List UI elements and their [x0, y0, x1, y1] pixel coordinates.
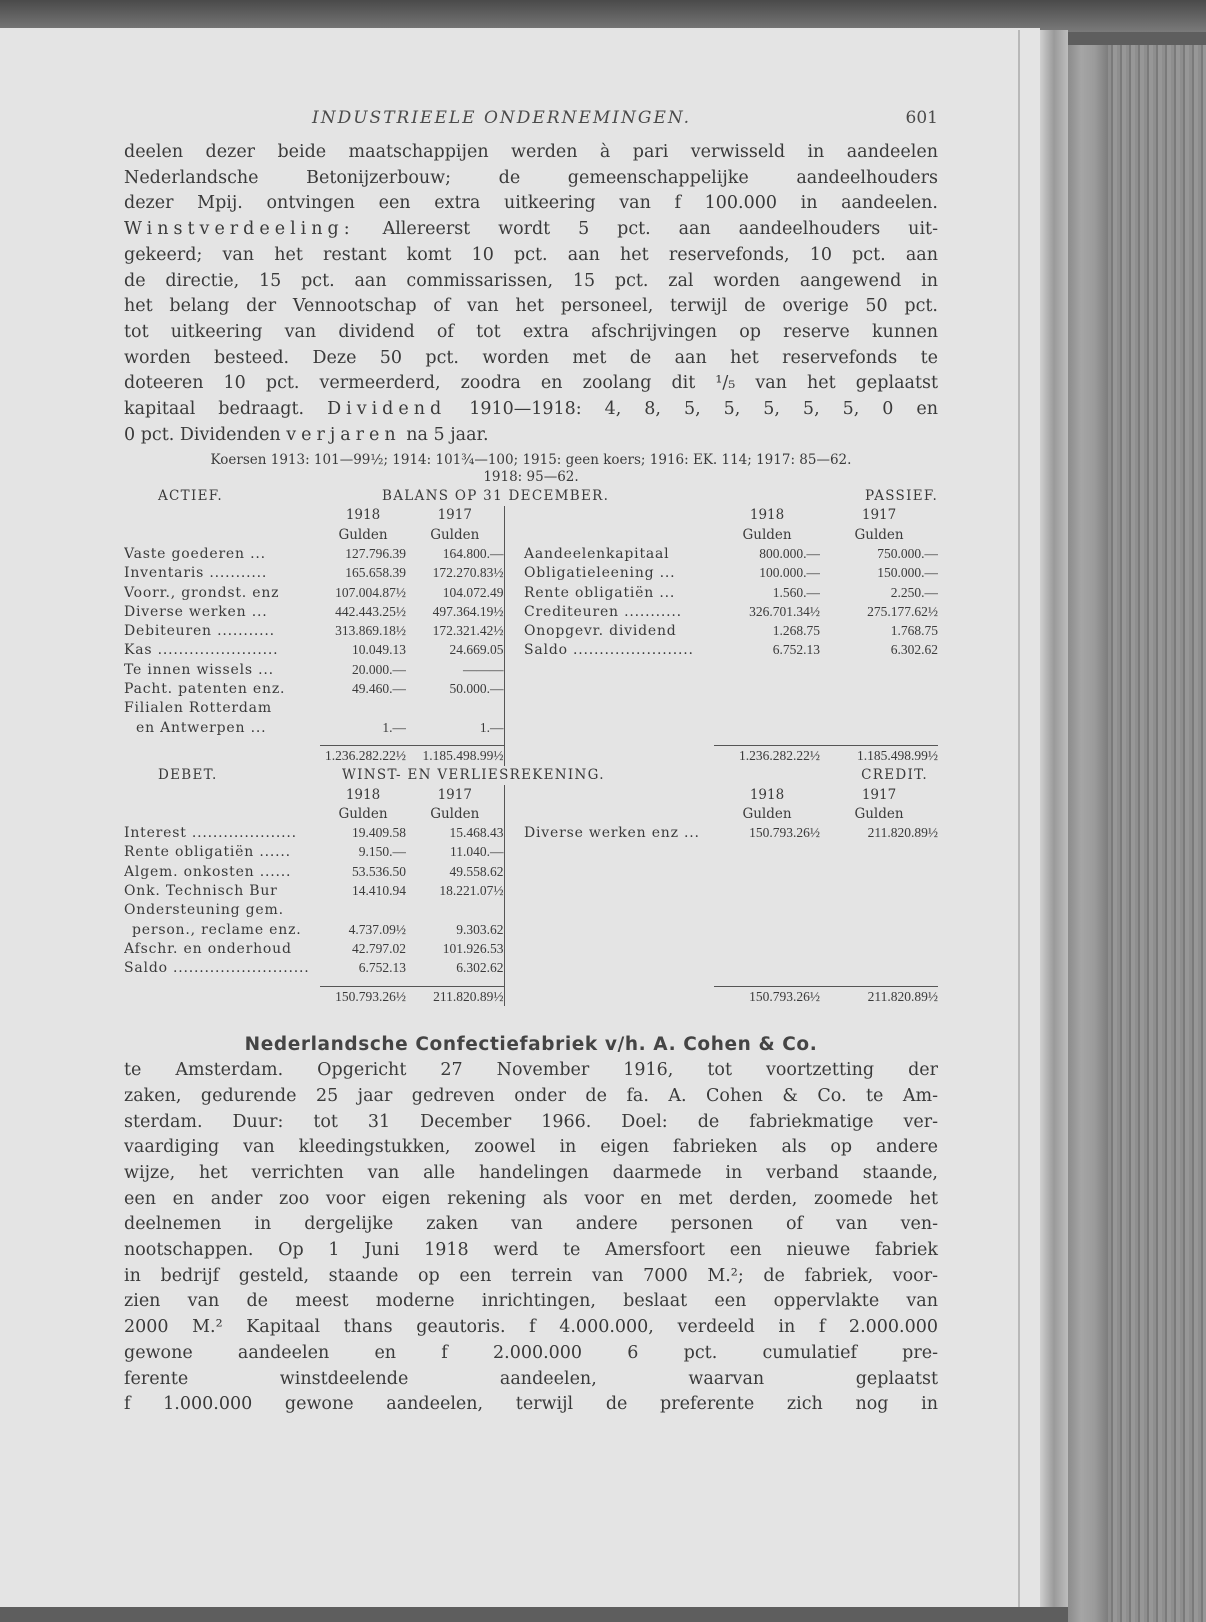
amount-cell: 1.560.— — [772, 584, 821, 600]
table-cell — [504, 881, 520, 900]
total-actief-1917: 1.185.498.99½ — [422, 747, 504, 763]
label-cell: Aandeelenkapitaal — [524, 545, 670, 562]
table-row — [124, 823, 938, 842]
total-passief-1918: 1.236.282.22½ — [739, 747, 821, 763]
amount-cell: 50.000.— — [449, 681, 504, 697]
spaced-keyword: Dividend — [327, 399, 447, 420]
paragraph-line: 0 pct. Dividenden verjaren na 5 jaar. — [124, 424, 489, 445]
table-cell — [124, 986, 320, 1006]
amount-cell: 172.270.83½ — [432, 565, 504, 581]
label-cell: Obligatieleening ... — [524, 565, 676, 582]
table-row — [124, 679, 938, 698]
table-cell — [520, 785, 714, 804]
amount-cell: 49.460.— — [352, 681, 406, 697]
label-cell: Onopgevr. dividend — [524, 623, 677, 640]
running-head — [124, 108, 938, 140]
page-content — [124, 108, 938, 1418]
table-row — [124, 843, 938, 862]
table-cell — [714, 766, 820, 785]
amount-cell — [406, 699, 504, 718]
table-cell — [714, 881, 820, 900]
amount-cell: 150.793.26½ — [749, 825, 821, 841]
table-cell — [520, 862, 714, 881]
table-cell — [520, 804, 714, 823]
paragraph-line: f 1.000.000 gewone aandeelen, terwijl de preferente zich nog in — [124, 1394, 938, 1415]
paragraph-line: ferente winstdeelende aandeelen, waarvan geplaatst — [124, 1368, 938, 1389]
table-cell — [520, 920, 714, 939]
amount-cell: 11.040.— — [450, 844, 504, 860]
paragraph-line: gewone aandeelen en f 2.000.000 6 pct. cumulatief pre- — [124, 1342, 938, 1363]
table-cell — [520, 978, 714, 987]
table-cell: 1918 — [749, 507, 785, 524]
table-cell — [520, 506, 714, 525]
label-cell: Rente obligatiën ... — [524, 584, 676, 601]
amount-cell: 15.468.43 — [449, 825, 504, 841]
table-cell: 1918 — [749, 786, 785, 803]
table-cell — [714, 699, 820, 718]
paragraph-line: Winstverdeeling: Allereerst wordt 5 pct. aan aandeelhouders uit- — [124, 219, 938, 240]
table-row — [124, 699, 938, 718]
book-fore-edge — [1108, 45, 1206, 1622]
amount-cell: 9.303.62 — [456, 921, 504, 937]
table-cell — [714, 959, 820, 978]
amount-cell: 164.800.— — [442, 545, 504, 561]
amount-cell: 497.364.19½ — [432, 603, 504, 619]
paragraph-line: dezer Mpij. ontvingen een extra uitkeering van f 100.000 in aandeelen. — [124, 193, 938, 214]
label-cell: person., reclame enz. — [132, 921, 302, 938]
table-cell — [124, 506, 320, 525]
amount-cell: 100.000.— — [759, 565, 821, 581]
table-cell — [714, 660, 820, 679]
table-cell — [520, 843, 714, 862]
spaced-keyword: verjaren — [286, 424, 401, 445]
table-row — [124, 544, 938, 563]
amount-cell: 18.221.07½ — [439, 883, 504, 899]
amount-cell: 4.737.09½ — [348, 921, 406, 937]
amount-cell: 1.— — [382, 719, 406, 735]
paragraph-line: zaken, gedurende 25 jaar gedreven onder de fa. A. Cohen & Co. te Am- — [124, 1085, 938, 1106]
table-cell — [520, 901, 714, 920]
section-text-2 — [124, 1058, 938, 1418]
table-row — [124, 939, 938, 958]
table-cell — [504, 959, 520, 978]
table-row — [124, 641, 938, 660]
running-head-title: INDUSTRIEELE ONDERNEMINGEN. — [312, 108, 692, 128]
paragraph-line: vaardiging van kleedingstukken, zoowel in eigen fabrieken als op andere — [124, 1137, 938, 1158]
amount-cell: 24.669.05 — [449, 642, 504, 658]
amount-cell: 172.321.42½ — [432, 623, 504, 639]
table-cell: Gulden — [430, 805, 480, 822]
table-cell: Gulden — [338, 526, 388, 543]
table-cell — [820, 737, 938, 746]
table-cell: 1917 — [437, 786, 472, 803]
table-cell: Gulden — [854, 526, 904, 543]
table-cell — [504, 660, 520, 679]
amount-cell: 6.302.62 — [456, 960, 504, 976]
amount-cell: 750.000.— — [877, 545, 939, 561]
table-cell — [520, 746, 714, 766]
table-cell — [520, 737, 714, 746]
table-cell — [504, 920, 520, 939]
table-cell — [714, 718, 820, 737]
amount-cell: 275.177.62½ — [867, 603, 939, 619]
paragraph-line: tot uitkeering van dividend of tot extra afschrijvingen op reserve kunnen — [124, 321, 938, 342]
table-cell — [820, 718, 938, 737]
actief-heading: ACTIEF. — [158, 488, 223, 505]
table-cell — [124, 804, 320, 823]
table-cell — [124, 785, 320, 804]
table-row — [124, 602, 938, 621]
amount-cell — [320, 699, 406, 718]
table-cell — [320, 978, 406, 987]
paragraph-line: deelnemen in dergelijke zaken van andere personen of van ven- — [124, 1214, 938, 1235]
table-cell — [520, 525, 714, 544]
label-cell: Te innen wissels ... — [124, 661, 274, 678]
table-cell: Gulden — [430, 526, 480, 543]
table-row — [124, 583, 938, 602]
paragraph-line: sterdam. Duur: tot 31 December 1966. Doel: de fabriekmatige ver- — [124, 1111, 938, 1132]
table-cell — [504, 602, 520, 621]
amount-cell: 19.409.58 — [352, 825, 406, 841]
paragraph-line: het belang der Vennootschap of van het personeel, terwijl de overige 50 pct. — [124, 296, 938, 317]
table-cell — [714, 679, 820, 698]
amount-cell: 9.150.— — [358, 844, 406, 860]
amount-cell: 1.768.75 — [890, 623, 939, 639]
label-cell: Diverse werken ... — [124, 603, 268, 620]
paragraph-line: worden besteed. Deze 50 pct. worden met de aan het reservefonds te — [124, 347, 938, 368]
page-number: 601 — [905, 108, 938, 128]
label-cell: Pacht. patenten enz. — [124, 681, 286, 698]
label-cell: Filialen Rotterdam — [124, 700, 272, 717]
label-cell: Crediteuren ........... — [524, 603, 682, 620]
amount-cell: 49.558.62 — [449, 863, 504, 879]
amount-cell: 6.752.13 — [772, 642, 821, 658]
paragraph-line: gekeerd; van het restant komt 10 pct. aan het reservefonds, 10 pct. aan — [124, 244, 938, 265]
amount-cell: 127.796.39 — [345, 545, 406, 561]
table-cell — [714, 939, 820, 958]
amount-cell: 326.701.34½ — [749, 603, 821, 619]
table-cell — [504, 544, 520, 563]
table-cell — [504, 699, 520, 718]
table-cell — [820, 699, 938, 718]
paragraph-line: doteeren 10 pct. vermeerderd, zoodra en zoolang dit ¹/₅ van het geplaatst — [124, 373, 938, 394]
paragraph-line: te Amsterdam. Opgericht 27 November 1916, tot voortzetting der — [124, 1060, 938, 1081]
table-cell — [820, 901, 938, 920]
total-debet-1918: 150.793.26½ — [335, 988, 406, 1004]
table-cell — [714, 901, 820, 920]
table-cell — [504, 901, 520, 920]
amount-cell: 442.443.25½ — [335, 603, 406, 619]
paragraph-line: in bedrijf gesteld, staande op een terrein van 7000 M.²; de fabriek, voor- — [124, 1265, 938, 1286]
amount-cell: 313.869.18½ — [335, 623, 406, 639]
table-cell — [124, 978, 320, 987]
spaced-keyword: Winstverdeeling: — [124, 219, 355, 240]
label-cell: Onk. Technisch Bur — [124, 883, 278, 900]
label-cell: Vaste goederen ... — [124, 545, 266, 562]
table-cell: 1917 — [861, 786, 897, 803]
page-stack-edge — [1040, 30, 1068, 1607]
total-credit-1918: 150.793.26½ — [749, 988, 821, 1004]
profit-loss-table — [124, 766, 938, 1007]
amount-cell: 2.250.— — [890, 584, 939, 600]
table-cell — [504, 986, 520, 1006]
balance-sheet-table — [124, 486, 938, 765]
label-cell: Afschr. en onderhoud — [124, 940, 292, 957]
table-cell — [504, 843, 520, 862]
paragraph-line: de directie, 15 pct. aan commissarissen, 15 pct. zal worden aangewend in — [124, 270, 938, 291]
page-fold-line — [1018, 30, 1020, 1607]
table-cell: Gulden — [854, 805, 904, 822]
table-cell — [820, 862, 938, 881]
amount-cell — [320, 901, 406, 920]
amount-cell: 6.302.62 — [890, 642, 939, 658]
paragraph-line: deelen dezer beide maatschappijen werden à pari verwisseld in aandeelen — [124, 142, 938, 162]
label-cell: Rente obligatiën ...... — [124, 844, 291, 861]
amount-cell: 20.000.— — [352, 661, 406, 677]
table-cell: 1917 — [861, 507, 897, 524]
table-cell — [820, 679, 938, 698]
table-row — [124, 718, 938, 737]
profit-loss-title: WINST- EN VERLIESREKENING. — [342, 767, 605, 784]
label-cell: Saldo .......................... — [124, 960, 310, 977]
table-cell — [820, 959, 938, 978]
table-cell — [820, 939, 938, 958]
amount-cell: 211.820.89½ — [867, 825, 939, 841]
amount-cell: 1.268.75 — [772, 623, 821, 639]
table-cell — [504, 564, 520, 583]
table-cell — [504, 939, 520, 958]
label-cell: Debiteuren ........... — [124, 623, 275, 640]
table-cell — [520, 679, 714, 698]
amount-cell — [406, 901, 504, 920]
credit-heading: CREDIT. — [861, 767, 929, 784]
table-row — [124, 622, 938, 641]
table-cell — [714, 737, 820, 746]
table-cell — [520, 959, 714, 978]
label-cell: Saldo ....................... — [524, 642, 694, 659]
table-cell — [504, 978, 520, 987]
paragraph-line: zien van de meest moderne inrichtingen, beslaat een oppervlakte van — [124, 1291, 938, 1312]
table-cell — [504, 622, 520, 641]
totals-row — [124, 986, 938, 1006]
table-cell — [520, 939, 714, 958]
table-cell — [820, 843, 938, 862]
table-cell — [504, 641, 520, 660]
table-cell — [504, 804, 520, 823]
table-cell — [520, 699, 714, 718]
amount-cell: 104.072.49 — [442, 584, 504, 600]
table-row — [124, 660, 938, 679]
paragraph-line: wijze, het verrichten van alle handelingen daarmede in verband staande, — [124, 1162, 938, 1183]
label-cell: Kas ....................... — [124, 642, 279, 659]
table-cell — [520, 986, 714, 1006]
table-cell — [504, 862, 520, 881]
company-heading: Nederlandsche Confectiefabriek v/h. A. Cohen & Co. — [244, 1034, 818, 1056]
amount-cell: 107.004.87½ — [335, 584, 406, 600]
amount-cell: 6.752.13 — [358, 960, 406, 976]
label-cell: Ondersteuning gem. — [124, 902, 284, 919]
amount-cell: 14.410.94 — [352, 883, 406, 899]
table-row — [124, 920, 938, 939]
table-row — [124, 862, 938, 881]
label-cell: Interest .................... — [124, 825, 297, 842]
table-cell — [820, 881, 938, 900]
paragraph-line: een en ander zoo voor eigen rekening als voor en met derden, zoomede het — [124, 1188, 938, 1209]
table-cell — [124, 746, 320, 766]
section-text-1 — [124, 140, 938, 486]
table-cell — [504, 785, 520, 804]
table-cell — [320, 737, 406, 746]
table-cell — [406, 978, 504, 987]
table-row — [124, 881, 938, 900]
table-cell: Gulden — [742, 526, 792, 543]
table-cell — [714, 920, 820, 939]
total-passief-1917: 1.185.498.99½ — [857, 747, 939, 763]
table-cell — [820, 660, 938, 679]
table-cell — [504, 583, 520, 602]
label-cell: Inventaris ........... — [124, 565, 268, 582]
label-cell: Diverse werken enz ... — [524, 825, 700, 842]
amount-cell: 10.049.13 — [352, 642, 406, 658]
table-cell — [124, 737, 320, 746]
table-cell — [714, 978, 820, 987]
passief-heading: PASSIEF. — [865, 488, 939, 505]
amount-cell: 53.536.50 — [352, 863, 406, 879]
amount-cell: 800.000.— — [759, 545, 821, 561]
table-cell — [820, 920, 938, 939]
table-cell — [504, 823, 520, 842]
debet-heading: DEBET. — [158, 767, 218, 784]
paragraph-line: 2000 M.² Kapitaal thans geautoris. f 4.000.000, verdeeld in f 2.000.000 — [124, 1317, 938, 1338]
total-credit-1917: 211.820.89½ — [867, 988, 939, 1004]
table-cell — [504, 718, 520, 737]
table-cell: Gulden — [338, 805, 388, 822]
table-cell — [504, 737, 520, 746]
amount-cell: 42.797.02 — [352, 940, 406, 956]
table-cell: Gulden — [742, 805, 792, 822]
table-cell: 1918 — [345, 786, 381, 803]
table-cell: 1918 — [345, 507, 381, 524]
balance-title: BALANS OP 31 DECEMBER. — [382, 488, 610, 505]
table-cell — [504, 679, 520, 698]
table-row — [124, 959, 938, 978]
table-cell — [714, 843, 820, 862]
table-cell — [714, 862, 820, 881]
table-cell — [504, 746, 520, 766]
table-cell — [520, 718, 714, 737]
label-cell: Voorr., grondst. enz — [124, 584, 280, 601]
table-cell — [520, 660, 714, 679]
table-cell — [820, 978, 938, 987]
paragraph-line: kapitaal bedraagt. Dividend 1910—1918: 4, 8, 5, 5, 5, 5, 5, 0 en — [124, 399, 938, 420]
amount-cell: ——— — [463, 661, 504, 677]
amount-cell: 101.926.53 — [442, 940, 504, 956]
label-cell: en Antwerpen ... — [136, 719, 267, 736]
paragraph-line: Nederlandsche Betonijzerbouw; de gemeenschappelijke aandeelhouders — [124, 167, 938, 188]
page-stack-edge — [1068, 45, 1108, 1622]
amount-cell: 150.000.— — [877, 565, 939, 581]
table-row — [124, 564, 938, 583]
total-debet-1917: 211.820.89½ — [433, 988, 504, 1004]
totals-row — [124, 746, 938, 766]
amount-cell: 1.— — [479, 719, 504, 735]
table-cell: 1917 — [437, 507, 472, 524]
paragraph-line: nootschappen. Op 1 Juni 1918 werd te Amersfoort een nieuwe fabriek — [124, 1240, 938, 1261]
table-cell — [520, 881, 714, 900]
amount-cell: 165.658.39 — [345, 565, 406, 581]
table-row — [124, 901, 938, 920]
total-actief-1918: 1.236.282.22½ — [325, 747, 406, 763]
table-cell — [124, 525, 320, 544]
koersen-line: Koersen 1913: 101—99½; 1914: 101¾—100; 1915: geen koers; 1916: EK. 114; 1917: 85—62. 1918: 95—62. — [210, 452, 852, 486]
table-cell — [406, 737, 504, 746]
table-cell — [504, 525, 520, 544]
table-cell — [714, 486, 820, 505]
table-cell — [504, 506, 520, 525]
label-cell: Algem. onkosten ...... — [124, 863, 292, 880]
